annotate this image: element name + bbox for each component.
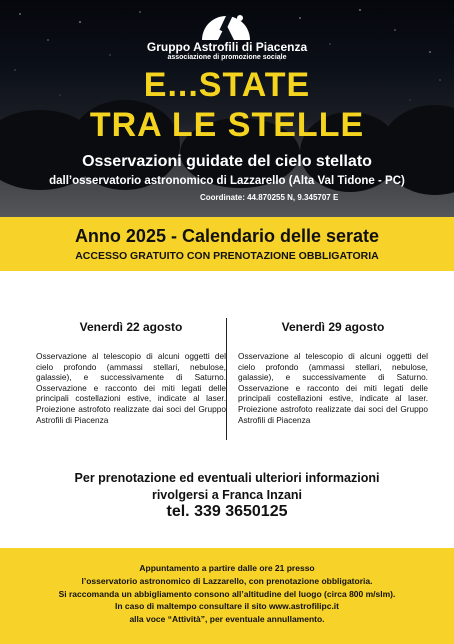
- footer-line: l’osservatorio astronomico di Lazzarello, con prenotazione obbligatoria.: [81, 576, 373, 586]
- event-location: dall’osservatorio astronomico di Lazzarello (Alta Val Tidone - PC): [49, 175, 405, 187]
- event-description: Osservazione al telescopio di alcuni oggetti del cielo profondo (ammassi stellari, nebulose, galassie), e successivamente di Saturno. Osservazione e racconto dei miti legati delle principali costellazioni estive, indicate al laser. Proiezione astrofoto realizzate dai soci del Gruppo Astrofili di Piacenza: [238, 351, 428, 425]
- event-subtitle: Osservazioni guidate del cielo stellato: [82, 153, 372, 170]
- event-title-line1: E...STATE: [143, 66, 311, 104]
- column-divider: [226, 318, 227, 440]
- event-description: Osservazione al telescopio di alcuni oggetti del cielo profondo (ammassi stellari, nebulose, galassie), e successivamente di Saturno. Osservazione e racconto dei miti legati delle principali costellazioni estive, indicate al laser. Proiezione astrofoto realizzate dai soci del Gruppo Astrofili di Piacenza: [36, 351, 226, 425]
- event-title-line2: TRA LE STELLE: [89, 106, 365, 144]
- night-sky-banner: [0, 0, 454, 217]
- footer-line: Appuntamento a partire dalle ore 21 presso: [139, 563, 315, 573]
- calendar-title: Anno 2025 - Calendario delle serate: [74, 226, 380, 246]
- booking-info-line1: Per prenotazione ed eventuali ulteriori informazioni: [74, 471, 380, 485]
- organization-name: Gruppo Astrofili di Piacenza: [146, 40, 308, 54]
- event-card: [36, 320, 226, 425]
- booking-info-line2: rivolgersi a Franca Inzani: [151, 488, 303, 502]
- coordinates: Coordinate: 44.870255 N, 9.345707 E: [200, 193, 339, 202]
- footer-line: alla voce “Attività”, per eventuale annullamento.: [129, 614, 325, 624]
- booking-phone: tel. 339 3650125: [166, 503, 288, 520]
- event-card: [238, 320, 428, 425]
- event-date: Venerdì 29 agosto: [281, 320, 385, 334]
- calendar-access-note: ACCESSO GRATUITO CON PRENOTAZIONE OBBLIGATORIA: [75, 250, 379, 262]
- telescope-logo-icon: [196, 8, 256, 42]
- footer-line: Si raccomanda un abbigliamento consono all’altitudine del luogo (circa 800 m/slm).: [58, 589, 396, 599]
- event-date: Venerdì 22 agosto: [79, 320, 183, 334]
- organization-subtitle: associazione di promozione sociale: [167, 54, 287, 61]
- footer-line: In caso di maltempo consultare il sito www.astrofilipc.it: [114, 601, 340, 611]
